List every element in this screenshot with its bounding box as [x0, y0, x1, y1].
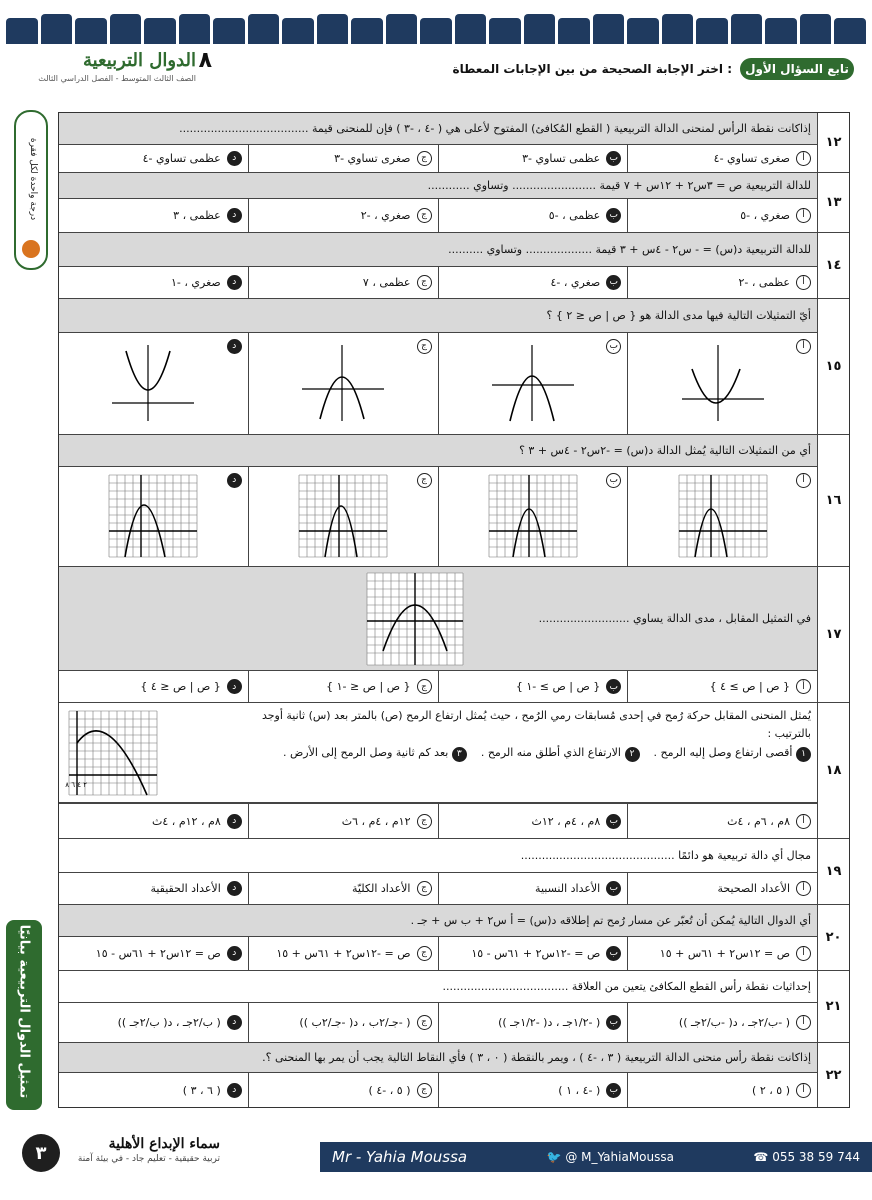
- question-row: [59, 435, 849, 567]
- option-letter: ب: [606, 275, 621, 290]
- option-c[interactable]: [248, 937, 438, 970]
- score-label: درجة واحدة لكل فقرة: [28, 137, 38, 221]
- option-text: عظمى ، ٣: [173, 208, 221, 222]
- option-text: ٨م ، ١٢م ، ٤ث: [152, 814, 221, 828]
- grid-parabola-graph: [295, 471, 391, 561]
- brand-tagline: تربية حقيقية - تعليم جاد - في بيئة آمنة: [77, 1154, 220, 1164]
- grid-parabola-graph: [365, 571, 465, 667]
- option-text: صغري ، -٤: [550, 275, 601, 289]
- page-footer: [0, 1130, 872, 1200]
- question-stem: مجال أي دالة تربيعية هو دائمًا ............................................: [59, 839, 817, 873]
- question-row: [59, 233, 849, 299]
- graph-option-b[interactable]: [438, 333, 628, 434]
- option-b[interactable]: [438, 873, 628, 904]
- option-a[interactable]: [627, 267, 817, 298]
- question-row: [59, 567, 849, 703]
- option-text: صغري ، -٢: [360, 208, 411, 222]
- option-text: ص = ١٢س٢ + ٦١س - ١٥: [95, 946, 221, 960]
- top-decoration: [0, 0, 872, 44]
- question-row: [59, 905, 849, 971]
- option-letter: ج: [417, 473, 432, 488]
- question-stem: إذاكانت نقطة رأس منحنى الدالة التربيعية ( ٣ ، -٤ ) ، ويمر بالنقطة ( ٠ ، ٣ ) فأي النقاط التالية يجب أن يمر بها المنحنى ؟.: [59, 1043, 817, 1073]
- option-letter: أ: [796, 1083, 811, 1098]
- side-score-label: [14, 110, 48, 270]
- option-letter: ج: [417, 881, 432, 896]
- option-b[interactable]: [438, 1003, 628, 1042]
- option-a[interactable]: [627, 804, 817, 838]
- parabola-graph: [678, 341, 768, 425]
- option-text: صغري ، -١: [170, 275, 221, 289]
- option-letter: ب: [606, 814, 621, 829]
- option-c[interactable]: [248, 671, 438, 702]
- option-text: الأعداد الحقيقية: [150, 881, 221, 895]
- option-text: ( -جـ/٢ب ، د( -جـ/٢ب )): [299, 1015, 411, 1029]
- parabola-graph: [298, 341, 388, 425]
- twitter-handle[interactable]: [547, 1150, 674, 1164]
- option-letter: ج: [417, 275, 432, 290]
- question-number: ١٢: [817, 113, 849, 172]
- question-stem: في التمثيل المقابل ، مدى الدالة يساوي ..........................: [538, 612, 811, 625]
- option-b[interactable]: [438, 199, 628, 232]
- option-letter: د: [227, 1015, 242, 1030]
- option-b[interactable]: [438, 671, 628, 702]
- question-number: ١٧: [817, 567, 849, 702]
- phone-number[interactable]: [753, 1150, 860, 1164]
- teacher-name: Mr - Yahia Moussa: [332, 1148, 468, 1166]
- question-row: [59, 113, 849, 173]
- option-d[interactable]: [59, 145, 248, 172]
- option-c[interactable]: [248, 199, 438, 232]
- option-c[interactable]: [248, 1073, 438, 1107]
- question-row: [59, 173, 849, 233]
- question-row: [59, 299, 849, 435]
- option-text: ص = -١٢س٢ + ٦١س + ١٥: [276, 946, 411, 960]
- chapter-subtitle: الصف الثالث المتوسط - الفصل الدراسي الثالث: [38, 74, 196, 83]
- option-letter: أ: [796, 208, 811, 223]
- whatsapp-icon: ☎: [753, 1150, 769, 1164]
- grid-parabola-graph: [485, 471, 581, 561]
- question-stem: أي من التمثيلات التالية يُمثل الدالة د(س) = -٢س٢ - ٤س + ٣ ؟: [59, 435, 817, 467]
- question-number: ١٥: [817, 299, 849, 434]
- option-text: { ص | ص ≤ ٤ }: [140, 680, 221, 693]
- question-number: ٢١: [817, 971, 849, 1042]
- option-text: عظمى تساوي -٣: [522, 151, 601, 165]
- question-row: [59, 839, 849, 905]
- question-row: [59, 971, 849, 1043]
- option-text: ص = ١٢س٢ + ٦١س + ١٥: [659, 946, 790, 960]
- option-text: { ص | ص ≥ -١ }: [515, 680, 601, 693]
- option-letter: ب: [606, 946, 621, 961]
- question-pill: تابع السؤال الأول: [740, 58, 854, 80]
- page-number: ٣: [22, 1134, 60, 1172]
- option-d[interactable]: [59, 199, 248, 232]
- option-letter: ب: [606, 339, 621, 354]
- option-letter: ب: [606, 1015, 621, 1030]
- javelin-grid-graph: [65, 707, 161, 799]
- option-text: { ص | ص ≥ ٤ }: [709, 680, 790, 693]
- school-brand: [70, 1136, 220, 1164]
- question-number: ٢٠: [817, 905, 849, 970]
- option-b[interactable]: [438, 804, 628, 838]
- option-text: عظمى ، -٥: [548, 208, 601, 222]
- option-letter: ج: [417, 151, 432, 166]
- option-text: ١٢م ، ٤م ، ٦ث: [341, 814, 411, 828]
- grid-parabola-graph: [675, 471, 771, 561]
- option-a[interactable]: [627, 1073, 817, 1107]
- option-c[interactable]: [248, 145, 438, 172]
- subpart: ١ أقصى ارتفاع وصل إليه الرمح .: [654, 744, 812, 762]
- subpart-text: أقصى ارتفاع وصل إليه الرمح .: [653, 746, 793, 760]
- option-letter: د: [227, 151, 242, 166]
- option-b[interactable]: [438, 937, 628, 970]
- option-letter: أ: [796, 1015, 811, 1030]
- option-text: ( -١/٢جـ ، د( -١/٢جـ )): [498, 1015, 601, 1029]
- option-letter: ب: [606, 679, 621, 694]
- question-number: ١٣: [817, 173, 849, 232]
- option-letter: ج: [417, 208, 432, 223]
- question-number: ١٩: [817, 839, 849, 904]
- parabola-graph: [488, 341, 578, 425]
- graph-option-a[interactable]: [627, 333, 817, 434]
- option-letter: ج: [417, 814, 432, 829]
- subpart-text: بعد كم ثانية وصل الرمح إلى الأرض .: [282, 746, 449, 760]
- option-letter: أ: [796, 473, 811, 488]
- question-stem-row: [59, 703, 817, 803]
- option-letter: د: [227, 473, 242, 488]
- chapter-title: الدوال التربيعية: [82, 50, 196, 71]
- phone-text: 055 38 59 744: [772, 1150, 860, 1164]
- question-number: ١٦: [817, 435, 849, 566]
- subpart: ٣ بعد كم ثانية وصل الرمح إلى الأرض .: [283, 744, 467, 762]
- question-number: ١٨: [817, 703, 849, 838]
- question-number: ١٤: [817, 233, 849, 298]
- option-text: ( ب/٢جـ ، د( ب/٢جـ )): [117, 1015, 221, 1029]
- question-stem-row: [59, 567, 817, 671]
- option-a[interactable]: [627, 145, 817, 172]
- side-topic-label: [6, 920, 42, 1110]
- graph-option-c[interactable]: [248, 333, 438, 434]
- parabola-graph: [108, 341, 198, 425]
- option-letter: ج: [417, 679, 432, 694]
- question-number: ٢٢: [817, 1043, 849, 1107]
- orange-dot-icon: [22, 240, 40, 258]
- option-text: الأعداد الكليّة: [352, 881, 411, 895]
- option-text: صغرى تساوي -٣: [334, 151, 411, 165]
- graph-option-d[interactable]: [59, 333, 248, 434]
- option-b[interactable]: [438, 267, 628, 298]
- option-letter: أ: [796, 679, 811, 694]
- option-b[interactable]: [438, 1073, 628, 1107]
- question-stem: للدالة التربيعية ص = ٣س٢ + ١٢س + ٧ قيمة ........................ وتساوي ............: [59, 173, 817, 199]
- grid-parabola-graph: [105, 471, 201, 561]
- option-letter: ج: [417, 339, 432, 354]
- option-text: عظمى تساوي -٤: [142, 151, 221, 165]
- question-stem: أيّ التمثيلات التالية فيها مدى الدالة هو { ص | ص ≤ ٢ } ؟: [59, 299, 817, 333]
- graph-option-b[interactable]: [438, 467, 628, 566]
- question-row: [59, 1043, 849, 1107]
- subpart: ٢ الارتفاع الذي أطلق منه الرمح .: [481, 744, 640, 762]
- option-text: ( ٥ ، ٢ ): [752, 1083, 790, 1097]
- question-stem: إذاكانت نقطة الرأس لمنحنى الدالة التربيعية ( القطع المُكافئ) المفتوح لأعلى هي ( -٤ ، -٣ ) فإن للمنحنى قيمة .....................................: [59, 113, 817, 145]
- option-text: ( ٥ ، -٤ ): [368, 1083, 411, 1097]
- twitter-text: @ M_YahiaMoussa: [565, 1150, 674, 1164]
- graph-tick-labels: ٢ ٤ ٦ ٨: [65, 781, 87, 789]
- option-text: { ص | ص ≤ -١ }: [326, 680, 411, 693]
- option-letter: أ: [796, 814, 811, 829]
- option-c[interactable]: [248, 1003, 438, 1042]
- option-letter: ب: [606, 881, 621, 896]
- option-b[interactable]: [438, 145, 628, 172]
- question-stem: للدالة التربيعية د(س) = - س٢ - ٤س + ٣ قيمة ................... وتساوي ..........: [59, 233, 817, 267]
- option-letter: ج: [417, 946, 432, 961]
- option-letter: ب: [606, 208, 621, 223]
- questions-table: [58, 112, 850, 1108]
- subpart-text: الارتفاع الذي أطلق منه الرمح .: [480, 746, 621, 760]
- option-letter: أ: [796, 881, 811, 896]
- option-a[interactable]: [627, 199, 817, 232]
- option-text: الأعداد الصحيحة: [717, 881, 790, 895]
- question-stem: إحداثيات نقطة رأس القطع المكافئ يتعين من العلاقة ....................................: [59, 971, 817, 1003]
- topic-label: تمثيل الدوال التربيعية بيانيًا: [16, 924, 32, 1099]
- option-d[interactable]: [59, 671, 248, 702]
- option-text: ٨م ، ٤م ، ١٢ث: [531, 814, 601, 828]
- option-letter: د: [227, 946, 242, 961]
- graph-option-c[interactable]: [248, 467, 438, 566]
- graph-option-d[interactable]: [59, 467, 248, 566]
- option-text: ( -ب/٢جـ ، د( -ب/٢جـ )): [678, 1015, 790, 1029]
- option-text: صغري ، -٥: [740, 208, 790, 222]
- option-a[interactable]: [627, 671, 817, 702]
- option-d[interactable]: [59, 937, 248, 970]
- brand-name: سماء الإبداع الأهلية: [108, 1136, 220, 1152]
- option-letter: أ: [796, 946, 811, 961]
- option-letter: د: [227, 814, 242, 829]
- option-letter: د: [227, 208, 242, 223]
- option-text: عظمى ، ٧: [362, 275, 411, 289]
- option-letter: أ: [796, 151, 811, 166]
- option-d[interactable]: [59, 1073, 248, 1107]
- option-text: عظمى ، -٢: [738, 275, 790, 289]
- question-stem: أي الدوال التالية يُمكن أن تُعبّر عن مسار رُمح تم إطلاقه د(س) = أ س٢ + ب س + جـ .: [59, 905, 817, 937]
- option-d[interactable]: [59, 804, 248, 838]
- option-c[interactable]: [248, 804, 438, 838]
- option-c[interactable]: [248, 873, 438, 904]
- option-letter: د: [227, 275, 242, 290]
- question-stem: يُمثل المنحنى المقابل حركة رُمح في إحدى مُسابقات رمي الرُمح ، حيث يُمثل ارتفاع الرمح (ص) بالمتر بعد (س) ثانية أوجد بالترتيب :: [261, 709, 811, 740]
- option-letter: د: [227, 679, 242, 694]
- option-text: ٨م ، ٦م ، ٤ث: [727, 814, 790, 828]
- option-d[interactable]: [59, 267, 248, 298]
- chapter-block: [36, 48, 212, 96]
- option-text: الأعداد النسبية: [535, 881, 601, 895]
- option-letter: ج: [417, 1015, 432, 1030]
- option-a[interactable]: [627, 873, 817, 904]
- option-letter: ب: [606, 151, 621, 166]
- option-d[interactable]: [59, 873, 248, 904]
- page-header: [0, 48, 872, 98]
- graph-option-a[interactable]: [627, 467, 817, 566]
- option-d[interactable]: [59, 1003, 248, 1042]
- option-letter: د: [227, 1083, 242, 1098]
- question-row: [59, 703, 849, 839]
- contact-bar: [320, 1142, 872, 1172]
- option-letter: ج: [417, 1083, 432, 1098]
- option-text: صغرى تساوي -٤: [713, 151, 790, 165]
- option-a[interactable]: [627, 937, 817, 970]
- chapter-number: ٨: [198, 48, 212, 73]
- option-letter: ب: [606, 473, 621, 488]
- option-letter: أ: [796, 275, 811, 290]
- option-letter: د: [227, 881, 242, 896]
- option-text: ص = -١٢س٢ + ٦١س - ١٥: [471, 946, 601, 960]
- option-letter: د: [227, 339, 242, 354]
- option-c[interactable]: [248, 267, 438, 298]
- option-text: ( -٤ ، ١ ): [558, 1083, 601, 1097]
- option-letter: أ: [796, 339, 811, 354]
- twitter-icon: 🐦: [546, 1150, 562, 1164]
- option-text: ( ٦ ، ٣ ): [182, 1083, 221, 1097]
- option-letter: ب: [606, 1083, 621, 1098]
- option-a[interactable]: [627, 1003, 817, 1042]
- instruction: اختر الإجابة الصحيحة من بين الإجابات المعطاة :: [452, 62, 732, 76]
